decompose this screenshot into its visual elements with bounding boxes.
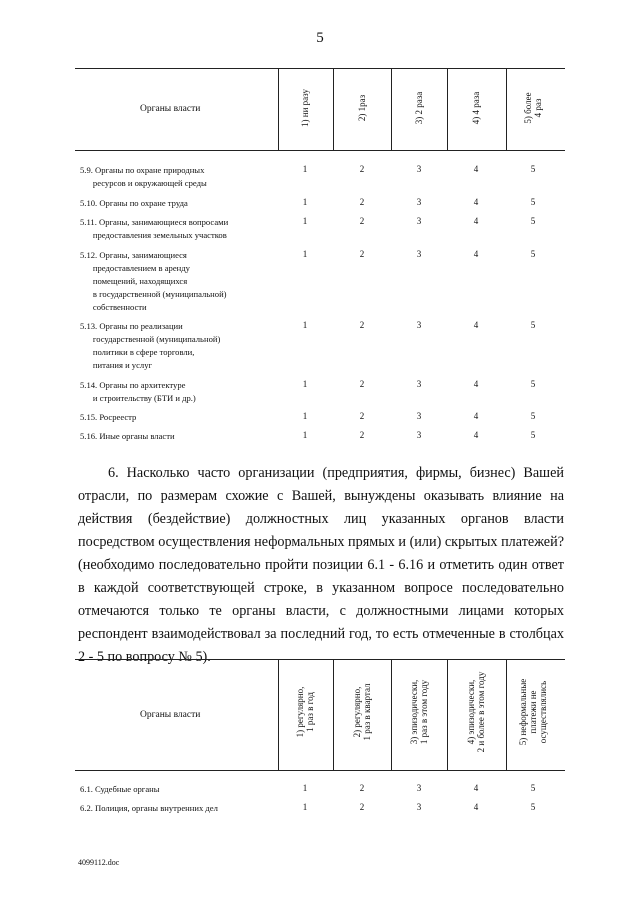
table-1-cell-option-1[interactable]: 1 <box>302 320 308 330</box>
table-1-cell-option-2[interactable]: 2 <box>359 249 365 259</box>
table-2-header-label: Органы власти <box>140 710 201 720</box>
table-1-row-label: 5.10. Органы по охране труда <box>80 198 188 208</box>
table-2-column-header: 5) неформальные платежи не осуществлялись <box>518 678 548 746</box>
table-1-row-label: 5.15. Росреестр <box>80 412 137 422</box>
table-1-cell-option-3[interactable]: 3 <box>416 430 422 440</box>
table-2-col-divider <box>333 659 334 770</box>
table-1-cell-option-5[interactable]: 5 <box>530 164 536 174</box>
table-1-cell-option-1[interactable]: 1 <box>302 379 308 389</box>
table-2-header-rule <box>75 770 565 771</box>
table-1-cell-option-5[interactable]: 5 <box>530 216 536 226</box>
table-1-cell-option-3[interactable]: 3 <box>416 216 422 226</box>
table-2-col-divider <box>447 659 448 770</box>
table-2-cell-option-1[interactable]: 1 <box>302 802 308 812</box>
table-1-cell-option-1[interactable]: 1 <box>302 197 308 207</box>
table-1-cell-option-4[interactable]: 4 <box>473 249 479 259</box>
table-1-cell-option-4[interactable]: 4 <box>473 430 479 440</box>
table-1-cell-option-1[interactable]: 1 <box>302 164 308 174</box>
table-1-cell-option-5[interactable]: 5 <box>530 411 536 421</box>
table-1-cell-option-3[interactable]: 3 <box>416 379 422 389</box>
table-2-column-header: 3) эпизодически, 1 раз в этом году <box>409 679 429 745</box>
table-2-row-label: 6.1. Судебные органы <box>80 784 160 794</box>
page-number: 5 <box>316 30 324 46</box>
table-1-cell-option-3[interactable]: 3 <box>416 249 422 259</box>
table-1-cell-option-2[interactable]: 2 <box>359 430 365 440</box>
table-1-row-label: 5.14. Органы по архитектуре и строительству (БТИ и др.) <box>80 380 196 403</box>
table-2-cell-option-4[interactable]: 4 <box>473 802 479 812</box>
table-1-cell-option-3[interactable]: 3 <box>416 320 422 330</box>
table-1-cell-option-4[interactable]: 4 <box>473 379 479 389</box>
table-2-cell-option-3[interactable]: 3 <box>416 802 422 812</box>
table-2-col-divider <box>391 659 392 770</box>
table-1-cell-option-4[interactable]: 4 <box>473 197 479 207</box>
table-2-cell-option-2[interactable]: 2 <box>359 783 365 793</box>
table-1-cell-option-5[interactable]: 5 <box>530 379 536 389</box>
table-1-cell-option-3[interactable]: 3 <box>416 164 422 174</box>
table-1-cell-option-5[interactable]: 5 <box>530 197 536 207</box>
table-1-col-divider <box>333 68 334 150</box>
table-2-cell-option-3[interactable]: 3 <box>416 783 422 793</box>
table-1-row-label: 5.12. Органы, занимающиеся предоставлением в аренду помещений, находящихся в государственной (муниципальной) собственности <box>80 250 227 312</box>
table-1-cell-option-5[interactable]: 5 <box>530 320 536 330</box>
table-1-cell-option-5[interactable]: 5 <box>530 430 536 440</box>
table-1-column-header: 2) 1раз <box>357 94 367 122</box>
table-1-row-label: 5.16. Иные органы власти <box>80 431 175 441</box>
table-1-top-rule <box>75 68 565 69</box>
table-2-column-header: 4) эпизодически, 2 и более в этом году <box>466 671 486 753</box>
table-2-column-header: 1) регулярно, 1 раз в год <box>295 686 315 738</box>
table-1-col-divider <box>278 68 279 150</box>
table-2-cell-option-4[interactable]: 4 <box>473 783 479 793</box>
table-1-cell-option-1[interactable]: 1 <box>302 249 308 259</box>
table-2-col-divider <box>506 659 507 770</box>
table-1-row-label: 5.9. Органы по охране природных ресурсов и окружающей среды <box>80 165 207 188</box>
table-2-cell-option-5[interactable]: 5 <box>530 802 536 812</box>
table-2-row-label: 6.2. Полиция, органы внутренних дел <box>80 803 218 813</box>
table-1-cell-option-2[interactable]: 2 <box>359 197 365 207</box>
table-1-header-label: Органы власти <box>140 104 201 114</box>
table-1-col-divider <box>506 68 507 150</box>
table-1-header-rule <box>75 150 565 151</box>
table-1-row-label: 5.11. Органы, занимающиеся вопросами предоставления земельных участков <box>80 217 229 240</box>
table-1-cell-option-2[interactable]: 2 <box>359 379 365 389</box>
table-1-cell-option-2[interactable]: 2 <box>359 411 365 421</box>
table-1-cell-option-4[interactable]: 4 <box>473 216 479 226</box>
table-2-cell-option-5[interactable]: 5 <box>530 783 536 793</box>
table-2-col-divider <box>278 659 279 770</box>
table-1-column-header: 5) более 4 раз <box>523 92 543 124</box>
table-1-cell-option-2[interactable]: 2 <box>359 320 365 330</box>
table-1-cell-option-4[interactable]: 4 <box>473 411 479 421</box>
table-1-cell-option-2[interactable]: 2 <box>359 216 365 226</box>
table-1-column-header: 4) 4 раза <box>471 91 481 125</box>
table-1-cell-option-1[interactable]: 1 <box>302 430 308 440</box>
table-1-cell-option-4[interactable]: 4 <box>473 164 479 174</box>
table-2-cell-option-1[interactable]: 1 <box>302 783 308 793</box>
table-1-cell-option-3[interactable]: 3 <box>416 197 422 207</box>
table-1-row-label: 5.13. Органы по реализации государственной (муниципальной) политики в сфере торговли, питания и услуг <box>80 321 221 370</box>
table-1-column-header: 3) 2 раза <box>414 91 424 125</box>
table-2-column-header: 2) регулярно, 1 раз в квартал <box>352 683 372 741</box>
table-1-cell-option-2[interactable]: 2 <box>359 164 365 174</box>
table-1-cell-option-5[interactable]: 5 <box>530 249 536 259</box>
table-1-column-header: 1) ни разу <box>300 89 310 127</box>
table-1-col-divider <box>391 68 392 150</box>
table-1-cell-option-3[interactable]: 3 <box>416 411 422 421</box>
table-1-cell-option-1[interactable]: 1 <box>302 216 308 226</box>
footer-filename: 4099112.doc <box>78 858 120 867</box>
question-6-text <box>78 462 564 669</box>
table-2-cell-option-2[interactable]: 2 <box>359 802 365 812</box>
table-2-top-rule <box>75 659 565 660</box>
table-1-col-divider <box>447 68 448 150</box>
table-1-cell-option-1[interactable]: 1 <box>302 411 308 421</box>
question-6-body: 6. Насколько часто организации (предприятия, фирмы, бизнес) Вашей отрасли, по размерам схожие с Вашей, вынуждены оказывать влияние на действия (бездействие) должностных лиц указанных органов власти посредством осуществления неформальных прямых и (или) скрытых платежей? (необходимо последовательно пройти позиции 6.1 - 6.16 и отметить один ответ в каждой соответствующей строке, в указанном вопросе последовательно отмечаются только те органы власти, с должностными лицами которых респондент взаимодействовал за последний год, то есть отмеченные в столбцах 2 - 5 по вопросу № 5). <box>78 465 564 665</box>
table-1-cell-option-4[interactable]: 4 <box>473 320 479 330</box>
